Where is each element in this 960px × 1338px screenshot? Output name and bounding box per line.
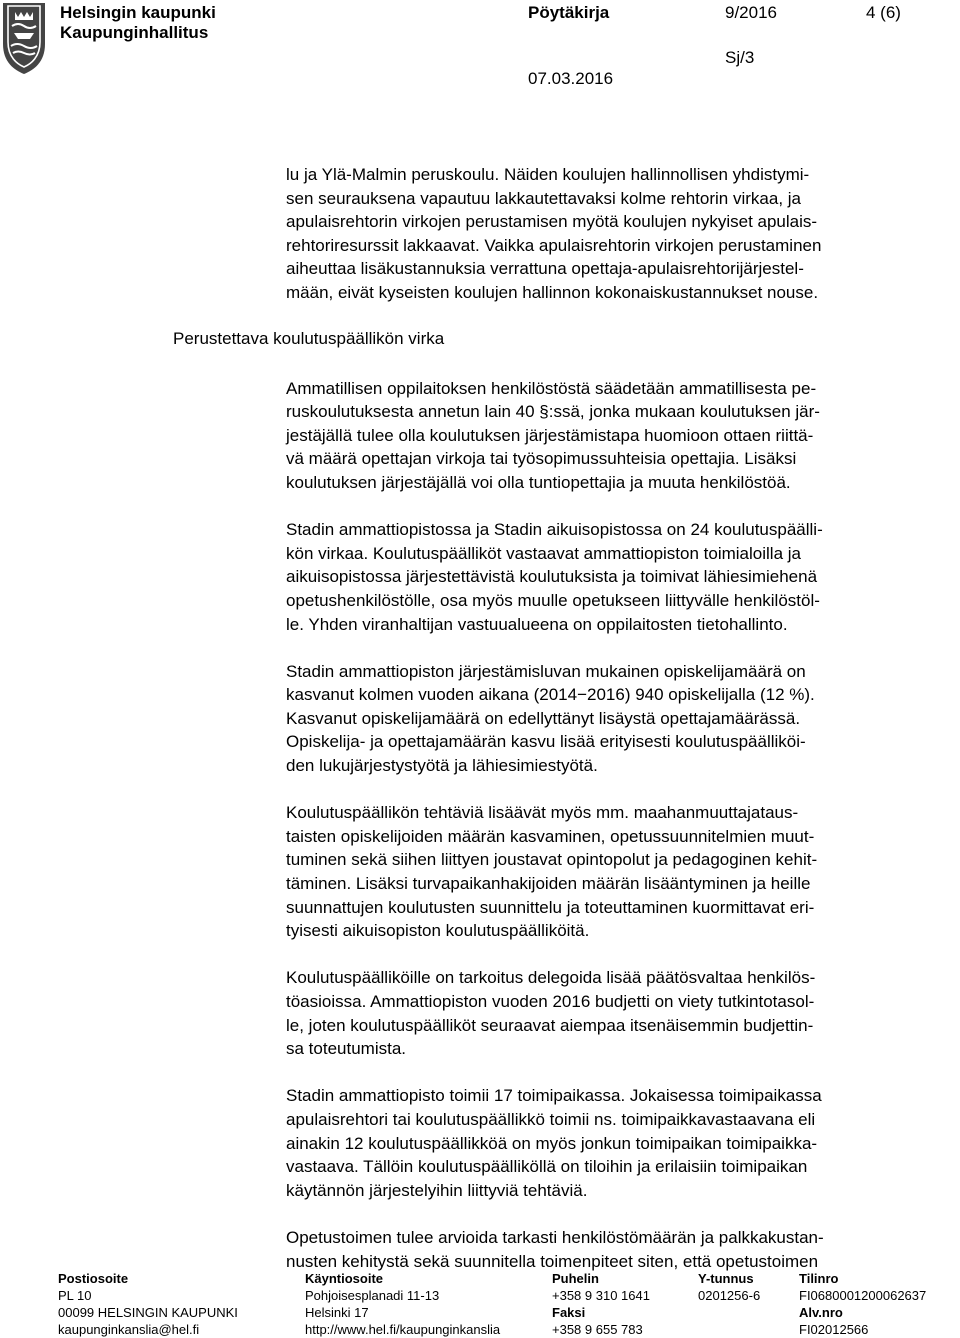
footer-email: kaupunginkanslia@hel.fi [58,1322,200,1337]
footer-heading: Tilinro [799,1271,839,1286]
paragraph: Stadin ammattiopistossa ja Stadin aikuisopistossa on 24 koulutuspäälli- kön virkaa. Koulutuspäälliköt vastaavat ammattiopiston toimialoilla ja aikuisopistossa järjestettävistä koulutuksista ja toimivat lähiesimiehenä opetushenkilöstölle, osa myös muulle opetukseen liittyvälle henkilöstöl- le. Yhden viranhaltijan vastuualueena on oppilaitosten tietohallinto. [286,520,823,634]
footer-heading: Alv.nro [799,1305,843,1320]
section-heading: Perustettava koulutuspäällikön virka [173,329,445,348]
footer-postal-address [58,1270,238,1338]
footer-text: Pohjoisesplanadi 11-13 [305,1288,440,1303]
page-header [0,0,960,100]
footer-heading: Käyntiosoite [305,1271,384,1286]
footer-phone [552,1270,650,1338]
footer-visiting-address [305,1270,500,1338]
footer-heading: Postiosoite [58,1271,129,1286]
footer-text: FI02012566 [799,1322,869,1337]
page-number: 4 (6) [866,3,901,22]
footer-text: FI0680001200062637 [799,1288,927,1303]
paragraph: Ammatillisen oppilaitoksen henkilöstöstä säädetään ammatillisesta pe- ruskoulutuksesta annetun lain 40 §:ssä, jonka mukaan koulutuksen jär- jestäjällä tulee olla koulutuksen järjestämistapa huomioon ottaen riittä- vä määrä opettajan virkoja tai työsopimussuhteisia opettajia. Lisäksi koulutuksen järjestäjällä voi olla tuntiopettajia ja muuta henkilöstöä. [286,378,820,492]
paragraph: Stadin ammattiopiston järjestämisluvan mukainen opiskelijamäärä on kasvanut kolmen vuoden aikana (2014−2016) 940 opiskelijalla (12 %). Kasvanut opiskelijamäärä on edellyttänyt lisäystä opettajamäärässä. Opiskelija- ja opettajamäärän kasvu lisää erityisesti koulutuspäälliköi- den lukujärjestystyötä ja lähiesimiestyötä. [286,661,815,776]
paragraph: Stadin ammattiopisto toimii 17 toimipaikassa. Jokaisessa toimipaikassa apulaisrehtori tai koulutuspäällikkö toimii ns. toimipaikkavastaavana eli ainakin 12 koulutuspäällikköä on myös jonkun toimipaikan toimipaikka- vastaava. Tällöin koulutuspäälliköllä on tiloihin ja erilaisiin toimipaikan käytännön järjestelyihin liittyviä tehtäviä. [286,1086,822,1200]
body-text [286,163,946,1273]
footer-text: +358 9 655 783 [552,1322,643,1337]
footer-business-id [698,1270,760,1304]
paragraph-intro: lu ja Ylä-Malmin peruskoulu. Näiden koulujen hallinnollisen yhdistymi- sen seurauksena vapautuu lakkautettavaksi kolme rehtorin virkaa, ja apulaisrehtorin virkojen perustamisen myötä koulujen nykyiset apulais- rehtoriresurssit lakkaavat. Vaikka apulaisrehtorin virkojen perustaminen aiheuttaa lisäkustannuksia verrattuna opettaja-apulaisrehtorijärjestel- mään, eivät kyseisten koulujen hallinnon kokonaiskustannukset nouse. [286,165,822,302]
document-type: Pöytäkirja [528,3,610,22]
footer-text: PL 10 [58,1288,92,1303]
footer-text: Helsinki 17 [305,1305,369,1320]
footer-text: 0201256-6 [698,1288,761,1303]
footer-heading: Puhelin [552,1271,599,1286]
footer-website: http://www.hel.fi/kaupunginkanslia [305,1322,501,1337]
organization-unit: Kaupunginhallitus [60,23,209,42]
paragraph: Opetustoimen tulee arvioida tarkasti henkilöstömäärän ja palkkakustan- nusten kehitystä sekä suunnitella toimenpiteet siten, että opetustoimen [286,1227,824,1271]
helsinki-crest-icon [0,0,48,76]
footer-account [799,1270,926,1338]
section-reference: Sj/3 [725,48,755,67]
footer-heading: Y-tunnus [698,1271,754,1286]
footer-heading: Faksi [552,1305,586,1320]
document-date: 07.03.2016 [528,69,614,88]
document-number: 9/2016 [725,3,777,22]
footer-text: +358 9 310 1641 [552,1288,650,1303]
paragraph: Koulutuspäällikön tehtäviä lisäävät myös mm. maahanmuuttajataus- taisten opiskelijoiden määrän kasvaminen, opetussuunnitelmien muut- tuminen sekä siihen liittyen joustavat opintopolut ja pedagoginen kehit- täminen. Lisäksi turvapaikanhakijoiden määrän lisääntyminen ja heille suunnattujen koulutusten suunnittelu ja toteuttaminen kuormittavat eri- tyisesti aikuisopiston koulutuspäälliköitä. [286,803,818,941]
paragraph: Koulutuspäälliköille on tarkoitus delegoida lisää päätösvaltaa henkilös- töasioissa. Ammattiopiston vuoden 2016 budjetti on viety tutkintotasol- le, joten koulutuspäälliköt seuraavat aiempaa itsenäisemmin budjettin- sa toteutumista. [286,968,816,1059]
footer-text: 00099 HELSINGIN KAUPUNKI [58,1305,238,1320]
organization-name: Helsingin kaupunki [60,3,216,22]
